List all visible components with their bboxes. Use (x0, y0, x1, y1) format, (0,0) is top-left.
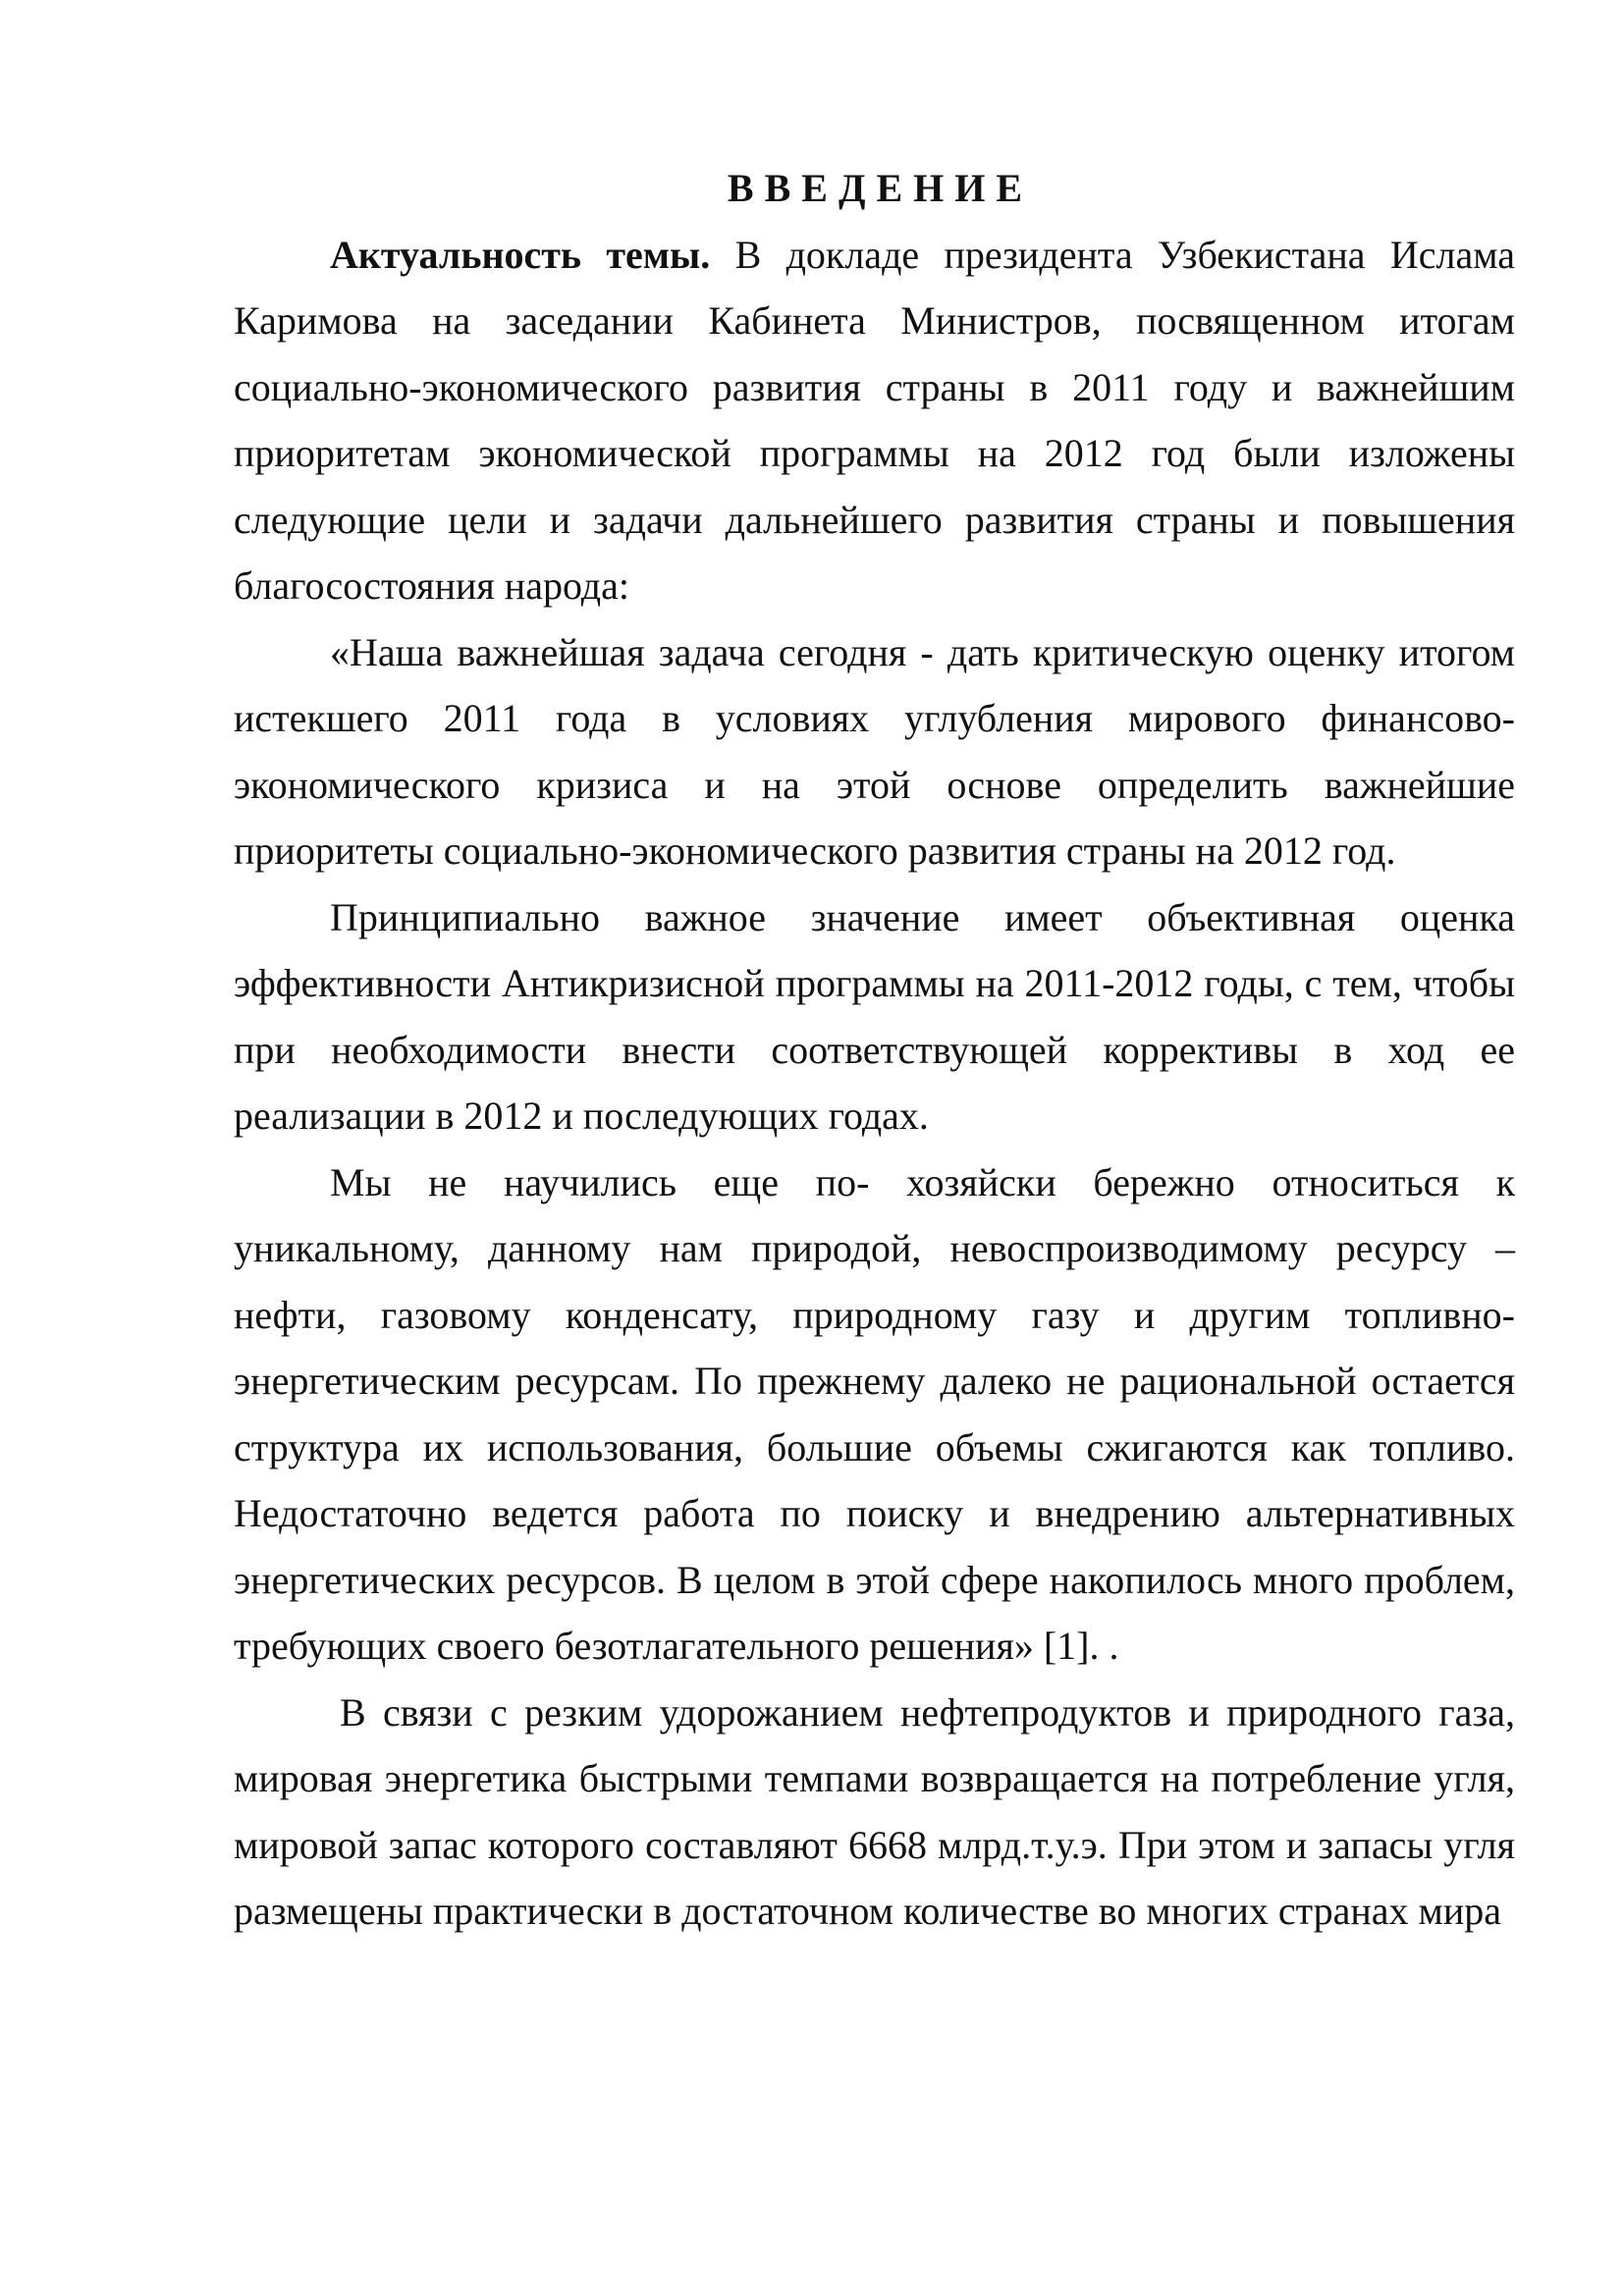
paragraph-coal (234, 1680, 1515, 1945)
paragraph-text: В связи с резким удорожанием нефтепродуктов и природного газа, мировая энергетика быстрыми темпами возвращается на потребление угля, мировой запас которого составляют 6668 млрд.т.у.э. При этом и запасы угля размещены практически в достаточном количестве во многих странах мира (234, 1689, 1515, 1933)
paragraph-text: Принципиально важное значение имеет объективная оценка эффективности Антикризисной программы на 2011-2012 годы, с тем, чтобы при необходимости внести соответствующей коррективы в ход ее реализации в 2012 и последующих годах. (234, 894, 1515, 1138)
paragraph-relevance (234, 222, 1515, 619)
paragraph-text: Мы не научились еще по- хозяйски бережно относиться к уникальному, данному нам природой, невоспроизводимому ресурсу – нефти, газовому конденсату, природному газу и другим топливно-энергетическим ресурсам. По прежнему далеко не рациональной остается структура их использования, большие объемы сжигаются как топливо. Недостаточно ведется работа по поиску и внедрению альтернативных энергетических ресурсов. В целом в этой сфере накопилось много проблем, требующих своего безотлагательного решения» [1]. . (234, 1159, 1515, 1668)
paragraph-anticrisis (234, 884, 1515, 1149)
paragraph-lead: Актуальность темы. (330, 232, 711, 277)
document-body (234, 155, 1515, 1945)
paragraph-text: «Наша важнейшая задача сегодня - дать критическую оценку итогом истекшего 2011 года в условиях углубления мирового финансово-экономического кризиса и на этой основе определить важнейшие приоритеты социально-экономического развития страны на 2012 год. (234, 629, 1515, 873)
paragraph-quote-task (234, 619, 1515, 884)
paragraph-text: В докладе президента Узбекистана Ислама Каримова на заседании Кабинета Министров, посвященном итогам социально-экономического развития страны в 2011 году и важнейшим приоритетам экономической программы на 2012 год были изложены следующие цели и задачи дальнейшего развития страны и повышения благосостояния народа: (234, 232, 1515, 608)
paragraph-resources (234, 1149, 1515, 1680)
section-heading: ВВЕДЕНИЕ (727, 166, 1034, 210)
